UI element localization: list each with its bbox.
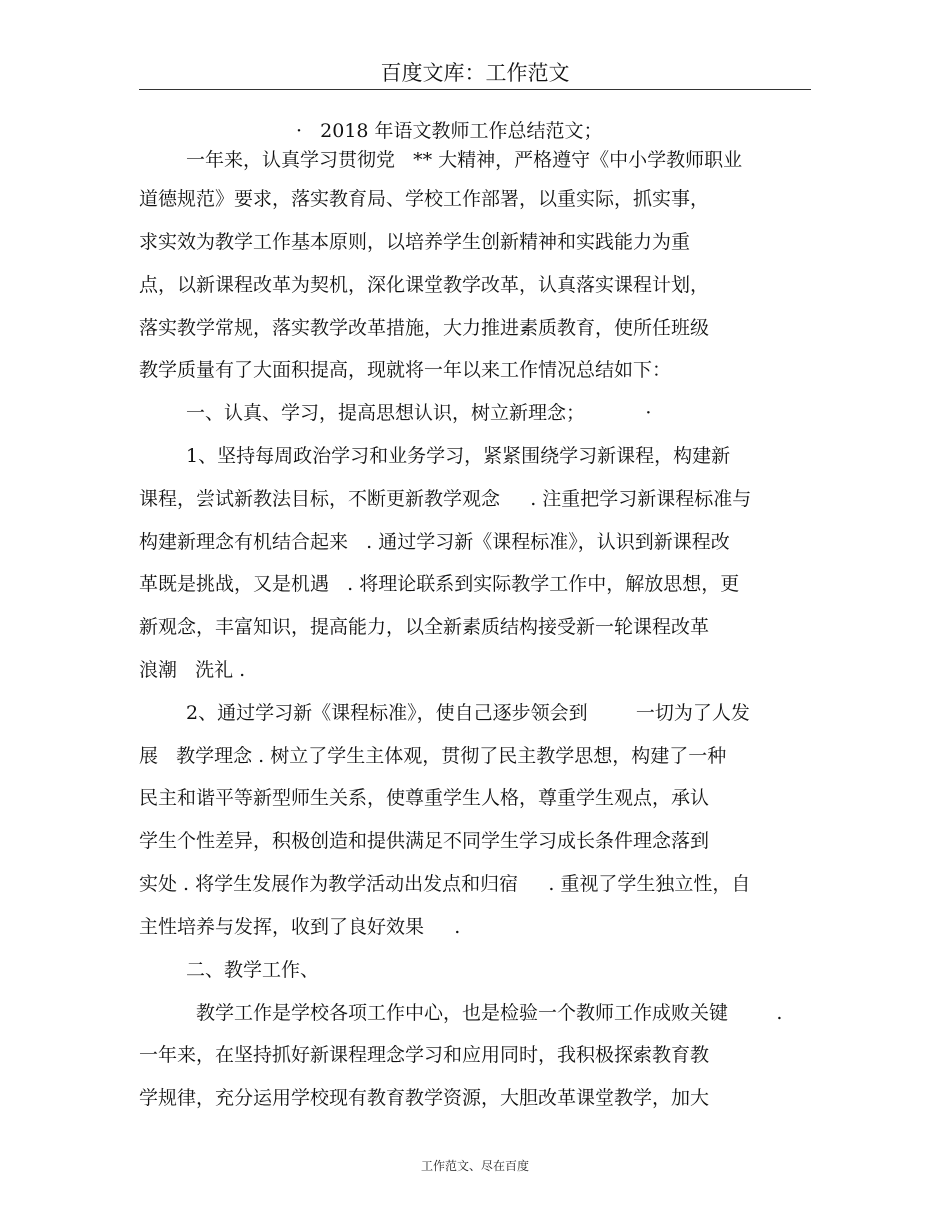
section-heading-1: 一、认真、学习，提高思想认识，树立新理念； · — [186, 402, 652, 424]
text-line-05: 落实教学常规，落实教学改革措施，大力推进素质教育，使所任班级 — [139, 317, 710, 339]
text-line-08: 1、坚持每周政治学习和业务学习，紧紧围绕学习新课程，构建新 — [186, 445, 731, 467]
text-line-03: 求实效为教学工作基本原则，以培养学生创新精神和实践能力为重 — [139, 231, 691, 253]
page-header-title: 百度文库：工作范文 — [380, 61, 570, 85]
header-divider — [139, 89, 811, 90]
text-line-17: 学生个性差异，积极创造和提供满足不同学生学习成长条件理念落到 — [139, 830, 710, 852]
text-line-01: 一年来，认真学习贯彻党 ** 大精神，严格遵守《中小学教师职业 — [186, 149, 743, 171]
section-heading-2: 二、教学工作、 — [186, 959, 320, 981]
text-line-21: 教学工作是学校各项工作中心，也是检验一个教师工作成败关键 . — [196, 1002, 783, 1024]
text-line-09: 课程，尝试新教法目标，不断更新教学观念 . 注重把学习新课程标准与 — [139, 488, 752, 510]
text-line-11: 革既是挑战，又是机遇 . 将理论联系到实际教学工作中，解放思想，更 — [139, 573, 740, 595]
document-title: · 2018 年语文教师工作总结范文； — [296, 120, 603, 142]
text-line-19: 主性培养与发挥，收到了良好效果 . — [139, 916, 461, 938]
text-line-12: 新观念，丰富知识，提高能力，以全新素质结构接受新一轮课程改革 — [139, 616, 710, 638]
text-line-06: 教学质量有了大面积提高，现就将一年以来工作情况总结如下： — [139, 359, 672, 381]
page-footer-text: 工作范文、尽在百度 — [420, 1159, 529, 1173]
text-line-22: 一年来，在坚持抓好新课程理念学习和应用同时，我积极探索教育教 — [139, 1044, 710, 1066]
text-line-16: 民主和谐平等新型师生关系，使尊重学生人格，尊重学生观点，承认 — [139, 787, 710, 809]
text-line-18: 实处 . 将学生发展作为教学活动出发点和归宿 . 重视了学生独立性，自 — [139, 873, 751, 895]
text-line-10: 构建新理念有机结合起来 . 通过学习新《课程标准》，认识到新课程改 — [139, 531, 730, 553]
text-line-02: 道德规范》要求，落实教育局、学校工作部署，以重实际，抓实事， — [139, 188, 710, 210]
text-line-13: 浪潮 洗礼 . — [139, 659, 246, 681]
text-line-14: 2、通过学习新《课程标准》，使自己逐步领会到 一切为了人发 — [186, 702, 750, 724]
text-line-23: 学规律，充分运用学校现有教育教学资源，大胆改革课堂教学，加大 — [139, 1087, 710, 1109]
text-line-04: 点，以新课程改革为契机，深化课堂教学改革，认真落实课程计划， — [139, 274, 710, 296]
text-line-15: 展 教学理念 . 树立了学生主体观，贯彻了民主教学思想，构建了一种 — [139, 745, 727, 767]
